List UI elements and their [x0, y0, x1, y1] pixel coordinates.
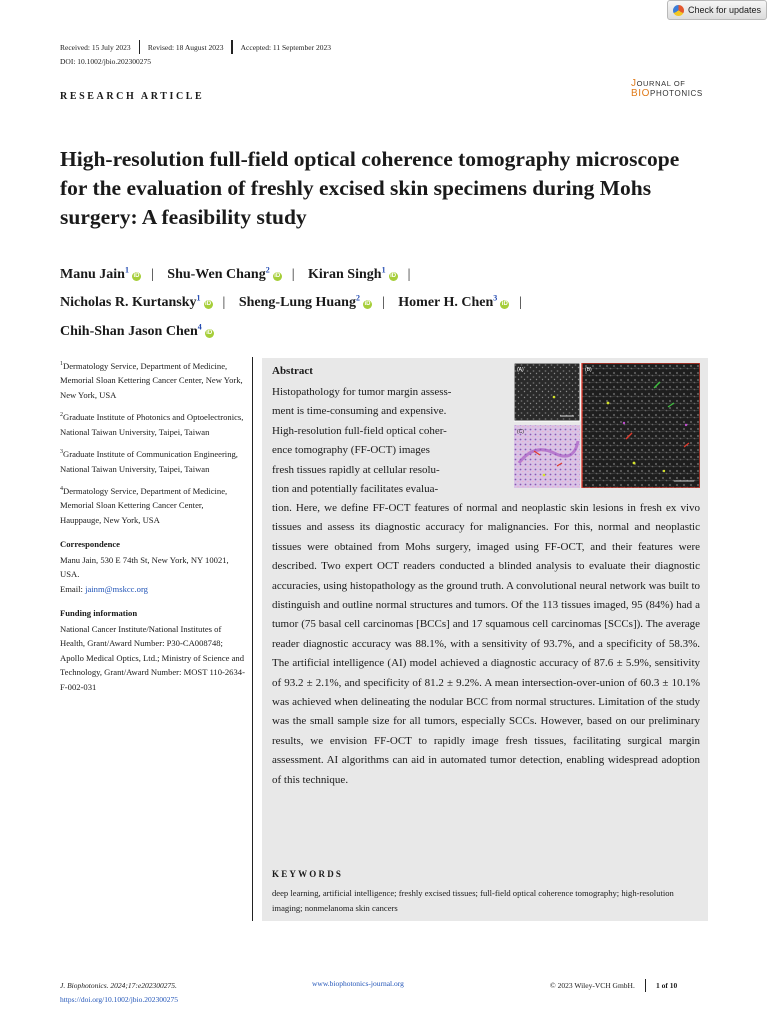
abstract-line: tion and potentially facilitates evalua-: [272, 483, 439, 495]
author[interactable]: Chih-Shan Jason Chen$^4$iD: [60, 322, 213, 339]
abstract-line: Histopathology for tumor margin assess-: [272, 386, 452, 398]
abstract-body: tion. Here, we define FF-OCT features of normal and neoplastic skin lesions in fresh ex vivo tissues and assess its diagnostic accuracy for malignancies. For this, normal and neoplastic tissues were obtained from Mohs surgery, imaged using FF-OCT, and their features were described. Two expert OCT readers conducted a blinded analysis to evaluate their diagnostic accuracies, using histopathology as the ground truth. A convolutional neural network was built to distinguish and outline normal structures and tumors. Of the 113 tissues imaged, 95 (84%) had a tumor (75 basal cell carcinomas [BCCs] and 17 squamous cell carcinomas [SCCs]). The average reader diagnostic accuracy was 88.1%, with a sensitivity of 93.7%, and a specificity of 58.3%. The artificial intelligence (AI) model achieved a diagnostic accuracy of 87.6 ± 5.9%, sensitivity of 93.2 ± 2.1%, and specificity of 81.2 ± 9.2%. A mean intersection-over-union of 60.3 ± 10.1% was achieved when delineating the nodular BCC from normal structures. Limitation of the study was the small sample size for all tumors, especially SCCs. However, based on our preliminary results, we envision FF-OCT to rapidly image fresh tissues, facilitating surgical margin assessment. AI algorithms can aid in automated tumor detection, enabling widespread adoption of this technique.: [272, 502, 700, 786]
correspondence-heading: Correspondence: [60, 539, 120, 550]
panel-c-label: (C): [517, 429, 524, 435]
author[interactable]: Shu-Wen Chang$^2$iD: [167, 265, 281, 282]
check-for-updates-button[interactable]: [667, 0, 767, 20]
abstract-line: ment is time-consuming and expensive.: [272, 405, 447, 417]
author-separator: |: [407, 266, 411, 282]
keywords-text: deep learning, artificial intelligence; freshly excised tissues; full-field optical coherence tomography; high-resolution imaging; nonmelanoma skin cancers: [272, 888, 674, 913]
received-date: Received: 15 July 2023: [60, 42, 131, 52]
footer-copyright: © 2023 Wiley-VCH GmbH.: [550, 981, 635, 990]
graphical-abstract-figure: [514, 363, 700, 488]
abstract-heading: Abstract: [272, 365, 313, 377]
panel-a-label: (A): [517, 367, 524, 373]
divider: [139, 40, 140, 54]
author[interactable]: Sheng-Lung Huang$^2$iD: [238, 293, 371, 311]
article-dates: [60, 40, 331, 54]
panel-b-image: [582, 363, 700, 488]
section-label: RESEARCH ARTICLE: [60, 91, 205, 102]
orcid-icon[interactable]: iD: [274, 272, 281, 279]
affiliation: $^3$Graduate Institute of Communication Engineering, National Taiwan University, Taipei, Taiwan: [60, 449, 238, 474]
panel-a-image: [514, 363, 580, 421]
crossmark-icon: [673, 5, 684, 16]
article-title: High-resolution full-field optical coherence tomography microscope for the evaluation of freshly excised skin specimens during Mohs surgery: A feasibility study: [60, 147, 680, 229]
keywords-heading: KEYWORDS: [272, 869, 344, 879]
author-separator: |: [150, 266, 154, 282]
accepted-date: Accepted: 11 September 2023: [240, 42, 331, 52]
author-separator: |: [291, 266, 295, 282]
funding-text: National Cancer Institute/National Institutes of Health, Grant/Award Number: P30-CA008748; Apollo Medical Optics, Ltd.; Ministry of Science and Technology, Grant/Award Number: MOST 110-2634-F-002-031: [60, 623, 245, 692]
author-list: [60, 258, 720, 344]
abstract-line: fresh tissues rapidly at cellular resolu-: [272, 464, 440, 476]
page-number: 1 of 10: [656, 981, 678, 990]
footer-citation: [60, 979, 178, 1007]
correspondence-email: Email: jainm@mskcc.org: [60, 583, 148, 594]
author-separator: |: [222, 295, 226, 311]
journal-logo: [631, 78, 711, 99]
orcid-icon[interactable]: iD: [364, 301, 371, 308]
author[interactable]: Kiran Singh$^1$iD: [308, 265, 397, 282]
author-separator: |: [519, 295, 523, 311]
correspondence-address: Manu Jain, 530 E 74th St, New York, NY 10021, USA.: [60, 554, 229, 580]
divider: [645, 979, 646, 992]
author[interactable]: Nicholas R. Kurtansky$^1$iD: [60, 293, 212, 311]
orcid-icon[interactable]: iD: [501, 301, 508, 308]
logo-cap-j: J: [631, 78, 637, 89]
logo-cap-bio: BIO: [631, 88, 651, 99]
footer-right: [550, 979, 677, 992]
doi-line: DOI: 10.1002/jbio.202300275: [60, 57, 152, 66]
revised-date: Revised: 18 August 2023: [147, 42, 224, 52]
author[interactable]: Manu Jain$^1$iD: [60, 265, 140, 282]
orcid-icon[interactable]: iD: [133, 272, 140, 279]
footer-journal: J. Biophotonics. 2024;17:e202300275.: [60, 981, 177, 990]
orcid-icon[interactable]: iD: [390, 272, 397, 279]
author[interactable]: Homer H. Chen$^3$iD: [398, 293, 508, 311]
footer-site-link[interactable]: www.biophotonics-journal.org: [312, 979, 404, 988]
orcid-icon[interactable]: iD: [205, 301, 212, 308]
funding-heading: Funding information: [60, 608, 138, 619]
author-separator: |: [381, 295, 385, 311]
divider: [231, 40, 232, 54]
abstract-line: High-resolution full-field optical coher-: [272, 425, 447, 437]
affiliation: $^1$Dermatology Service, Department of Medicine, Memorial Sloan Kettering Cancer Center, New York, New York, USA: [60, 360, 243, 400]
logo-line-1: OURNAL OF: [636, 79, 686, 88]
column-divider: [252, 357, 253, 921]
panel-b-label: (B): [585, 367, 592, 373]
logo-line-2: PHOTONICS: [650, 89, 703, 98]
orcid-icon[interactable]: iD: [206, 329, 213, 336]
email-link[interactable]: jainm@mskcc.org: [85, 583, 148, 594]
affiliations-column: [60, 357, 245, 694]
footer-doi-link[interactable]: https://doi.org/10.1002/jbio.202300275: [60, 995, 178, 1004]
check-for-updates-label: Check for updates: [688, 5, 762, 15]
affiliation: $^2$Graduate Institute of Photonics and Optoelectronics, National Taiwan University, Taipei, Taiwan: [60, 412, 244, 437]
affiliation: $^4$Dermatology Service, Department of Medicine, Memorial Sloan Kettering Cancer Center, Hauppauge, New York, USA: [60, 485, 228, 525]
abstract-line: ence tomography (FF-OCT) images: [272, 444, 430, 456]
